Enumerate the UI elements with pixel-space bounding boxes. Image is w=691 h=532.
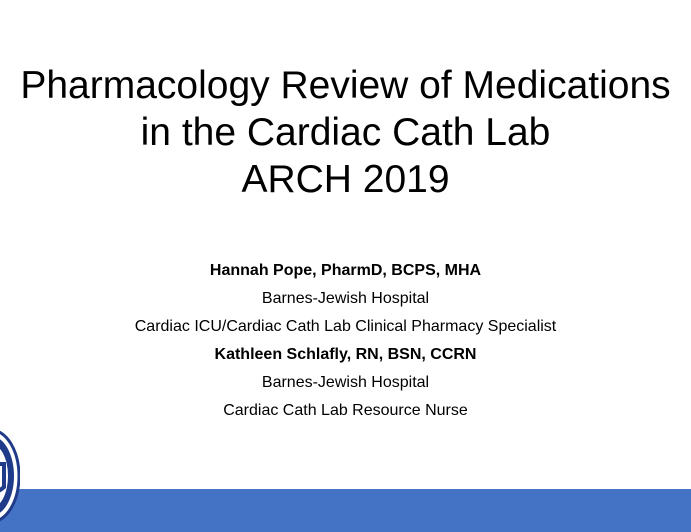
presenter-list [0, 257, 691, 425]
footer-bar [0, 489, 691, 532]
title-line-3: ARCH 2019 [241, 158, 450, 201]
hospital-seal-icon [0, 428, 20, 524]
presenter-2-affiliation: Barnes-Jewish Hospital [261, 374, 430, 391]
presenter-2-name: Kathleen Schlafly, RN, BSN, CCRN [214, 346, 477, 363]
presenter-2-role: Cardiac Cath Lab Resource Nurse [223, 402, 468, 419]
slide-title [0, 62, 691, 203]
title-line-2: in the Cardiac Cath Lab [140, 111, 551, 154]
presenter-1-affiliation: Barnes-Jewish Hospital [261, 290, 430, 307]
presenter-1-role: Cardiac ICU/Cardiac Cath Lab Clinical Pharmacy Specialist [134, 318, 557, 335]
presenter-1-name: Hannah Pope, PharmD, BCPS, MHA [209, 262, 482, 279]
title-line-1: Pharmacology Review of Medications [20, 64, 671, 107]
